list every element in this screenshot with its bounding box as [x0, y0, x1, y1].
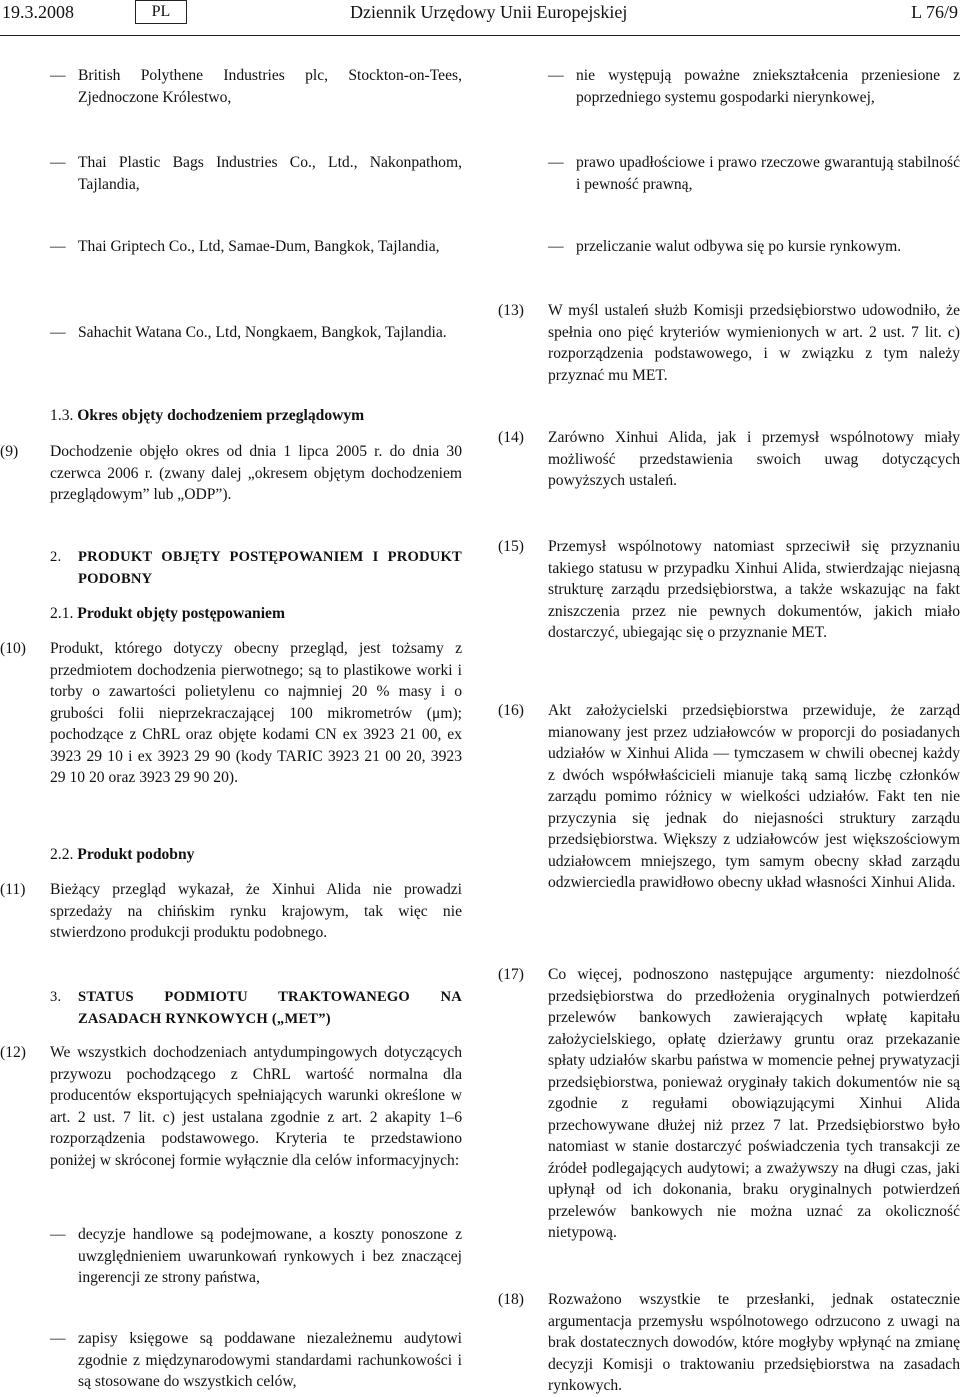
dash-marker: —	[548, 154, 564, 171]
section-number: 2.2.	[50, 846, 74, 863]
list-item-text: British Polythene Industries plc, Stockton-on-Tees, Zjednoczone Królestwo,	[78, 67, 462, 106]
section-number: 1.3.	[50, 407, 74, 424]
dash-marker: —	[50, 324, 66, 341]
section-heading	[50, 405, 512, 427]
list-item	[498, 65, 960, 108]
paragraph	[498, 1289, 960, 1397]
paragraph-number: (10)	[0, 640, 26, 657]
list-item-text: zapisy księgowe są poddawane niezależnemu audytowi zgodnie z międzynarodowymi standardami rachunkowości i są stosowane do wszystkich celów,	[78, 1330, 462, 1390]
section-number: 3.	[50, 989, 62, 1005]
page-number: L 76/9	[911, 2, 958, 22]
list-item	[498, 236, 960, 258]
dash-marker: —	[50, 67, 66, 84]
header-divider	[0, 35, 960, 36]
paragraph-text: Dochodzenie objęło okres od dnia 1 lipca 2005 r. do dnia 30 czerwca 2006 r. (zwany dalej „okresem objętym dochodzeniem przeglądowym” lub „ODP”).	[50, 443, 462, 503]
language-badge: PL	[135, 0, 187, 24]
paragraph-text: Zarówno Xinhui Alida, jak i przemysł wspólnotowy miały możliwość przedstawienia swoich uwag dotyczących powyższych ustaleń.	[548, 429, 960, 489]
list-item-text: przeliczanie walut odbywa się po kursie rynkowym.	[576, 238, 902, 255]
section-title: Okres objęty dochodzeniem przeglądowym	[77, 407, 365, 424]
paragraph	[498, 300, 960, 386]
section-title: PRODUKT OBJĘTY POSTĘPOWANIEM I PRODUKT PODOBNY	[78, 549, 462, 587]
list-item-text: Thai Griptech Co., Ltd, Samae-Dum, Bangkok, Tajlandia,	[78, 238, 440, 255]
section-heading	[0, 547, 462, 590]
paragraph-number: (16)	[498, 702, 524, 719]
paragraph	[498, 427, 960, 492]
dash-marker: —	[50, 238, 66, 255]
paragraph	[498, 964, 960, 1244]
section-title: Produkt objęty postępowaniem	[77, 605, 285, 622]
list-item	[0, 322, 462, 344]
list-item-text: Sahachit Watana Co., Ltd, Nongkaem, Bangkok, Tajlandia.	[78, 324, 447, 341]
paragraph	[498, 536, 960, 644]
paragraph	[0, 879, 462, 944]
list-item-text: Thai Plastic Bags Industries Co., Ltd., Nakonpathom, Tajlandia,	[78, 154, 462, 193]
paragraph	[0, 1042, 462, 1171]
paragraph-text: Co więcej, podnoszono następujące argumenty: niezdolność przedsiębiorstwa do przedłożenia oryginalnych potwierdzeń przelewów bankowych zawierających wpłatę kapitału założycielskiego, opłatę dzierżawy gruntu oraz przekazanie spłaty udziałów skarbu państwa w momencie pełnej prywatyzacji przedsiębiorstwa, ponieważ oryginały takich dokumentów nie są zgodnie z regułami obowiązującymi Xinhui Alida przechowywane dłużej niż przez 7 lat. Przedsiębiorstwo było natomiast w stanie dostarczyć poświadczenia tych transakcji ze źródeł podlegających audytowi; a zważywszy na długi czas, jaki upłynął od ich dokonania, braku oryginalnych potwierdzeń przelewów bankowych nie można uznać za okoliczność nietypową.	[548, 966, 960, 1241]
paragraph-number: (14)	[498, 429, 524, 446]
paragraph-text: W myśl ustaleń służb Komisji przedsiębiorstwo udowodniło, że spełnia ono pięć kryteriów wymienionych w art. 2 ust. 7 lit. c) rozporządzenia podstawowego, i w związku z tym należy przyznać mu MET.	[548, 302, 960, 384]
header-date: 19.3.2008	[2, 2, 74, 22]
dash-marker: —	[50, 1330, 66, 1347]
paragraph	[0, 441, 462, 506]
section-title: Produkt podobny	[77, 846, 195, 863]
section-heading	[0, 987, 462, 1030]
paragraph-number: (12)	[0, 1044, 26, 1061]
list-item	[0, 65, 462, 108]
section-heading	[50, 844, 512, 866]
paragraph	[0, 638, 462, 789]
list-item	[0, 152, 462, 195]
paragraph-number: (13)	[498, 302, 524, 319]
list-item	[0, 236, 462, 258]
paragraph	[498, 700, 960, 894]
list-item	[0, 1224, 462, 1289]
paragraph-text: Przemysł wspólnotowy natomiast sprzeciwił się przyznaniu takiego statusu w przypadku Xinhui Alida, stwierdzając niejasną strukturę zarządu przedsiębiorstwa, a także wskazując na fakt zniszczenia przez nie pewnych dokumentów, jakich miało dostarczyć, ubiegając się o przyznanie MET.	[548, 538, 960, 641]
paragraph-number: (15)	[498, 538, 524, 555]
paragraph-number: (9)	[0, 443, 19, 460]
paragraph-number: (18)	[498, 1291, 524, 1308]
journal-title: Dziennik Urzędowy Unii Europejskiej	[350, 2, 628, 22]
dash-marker: —	[548, 238, 564, 255]
dash-marker: —	[50, 1226, 66, 1243]
list-item-text: nie występują poważne zniekształcenia przeniesione z poprzedniego systemu gospodarki nierynkowej,	[576, 67, 960, 106]
list-item	[0, 1328, 462, 1393]
page-header	[0, 0, 960, 36]
section-heading	[50, 603, 512, 625]
list-item-text: prawo upadłościowe i prawo rzeczowe gwarantują stabilność i pewność prawną,	[576, 154, 960, 193]
section-number: 2.	[50, 549, 62, 565]
section-title: STATUS PODMIOTU TRAKTOWANEGO NA ZASADACH RYNKOWYCH („MET”)	[78, 989, 462, 1027]
paragraph-text: Rozważono wszystkie te przesłanki, jednak ostatecznie argumentacja przemysłu wspólnotowego odrzucono z uwagi na brak dostatecznych dowodów, które mogłyby wpłynąć na zmianę decyzji Komisji o traktowaniu przedsiębiorstwa na zasadach rynkowych.	[548, 1291, 960, 1394]
list-item-text: decyzje handlowe są podejmowane, a koszty ponoszone z uwzględnieniem uwarunkowań rynkowych i bez znaczącej ingerencji ze strony państwa,	[78, 1226, 462, 1286]
dash-marker: —	[50, 154, 66, 171]
list-item	[498, 152, 960, 195]
paragraph-text: Produkt, którego dotyczy obecny przegląd, jest tożsamy z przedmiotem dochodzenia pierwotnego; są to plastikowe worki i torby o zawartości polietylenu co najmniej 20 % masy i o grubości folii nieprzekraczającej 100 mikrometrów (μm); pochodzące z ChRL oraz objęte kodami CN ex 3923 21 00, ex 3923 29 10 i ex 3923 29 90 (kody TARIC 3923 21 00 20, 3923 29 10 20 oraz 3923 29 90 20).	[50, 640, 462, 786]
paragraph-number: (17)	[498, 966, 524, 983]
paragraph-text: We wszystkich dochodzeniach antydumpingowych dotyczących przywozu pochodzącego z ChRL wartość normalna dla producentów eksportujących spełniających warunki określone w art. 2 ust. 7 lit. c) jest ustalana zgodnie z art. 2 akapity 1–6 rozporządzenia podstawowego. Kryteria te przedstawiono poniżej w skróconej formie wyłącznie dla celów informacyjnych:	[50, 1044, 462, 1169]
paragraph-text: Bieżący przegląd wykazał, że Xinhui Alida nie prowadzi sprzedaży na chińskim rynku krajowym, tak więc nie stwierdzono produkcji produktu podobnego.	[50, 881, 462, 941]
dash-marker: —	[548, 67, 564, 84]
paragraph-number: (11)	[0, 881, 26, 898]
paragraph-text: Akt założycielski przedsiębiorstwa przewiduje, że zarząd mianowany jest przez udziałowców w proporcji do posiadanych udziałów w Xinhui Alida — tymczasem w chwili obecnej każdy z dwóch współwłaścicieli mianuje taką samą liczbę członków zarządu pomimo różnicy w wielkości udziałów. Fakt ten nie przyczynia się jednak do niejasności struktury zarządu przedsiębiorstwa. Większy z udziałowców jest większościowym udziałowcem mniejszego, tym samym obecny skład zarządu odzwierciedla prawidłowo obecny układ własności Xinhui Alida.	[548, 702, 960, 891]
section-number: 2.1.	[50, 605, 74, 622]
